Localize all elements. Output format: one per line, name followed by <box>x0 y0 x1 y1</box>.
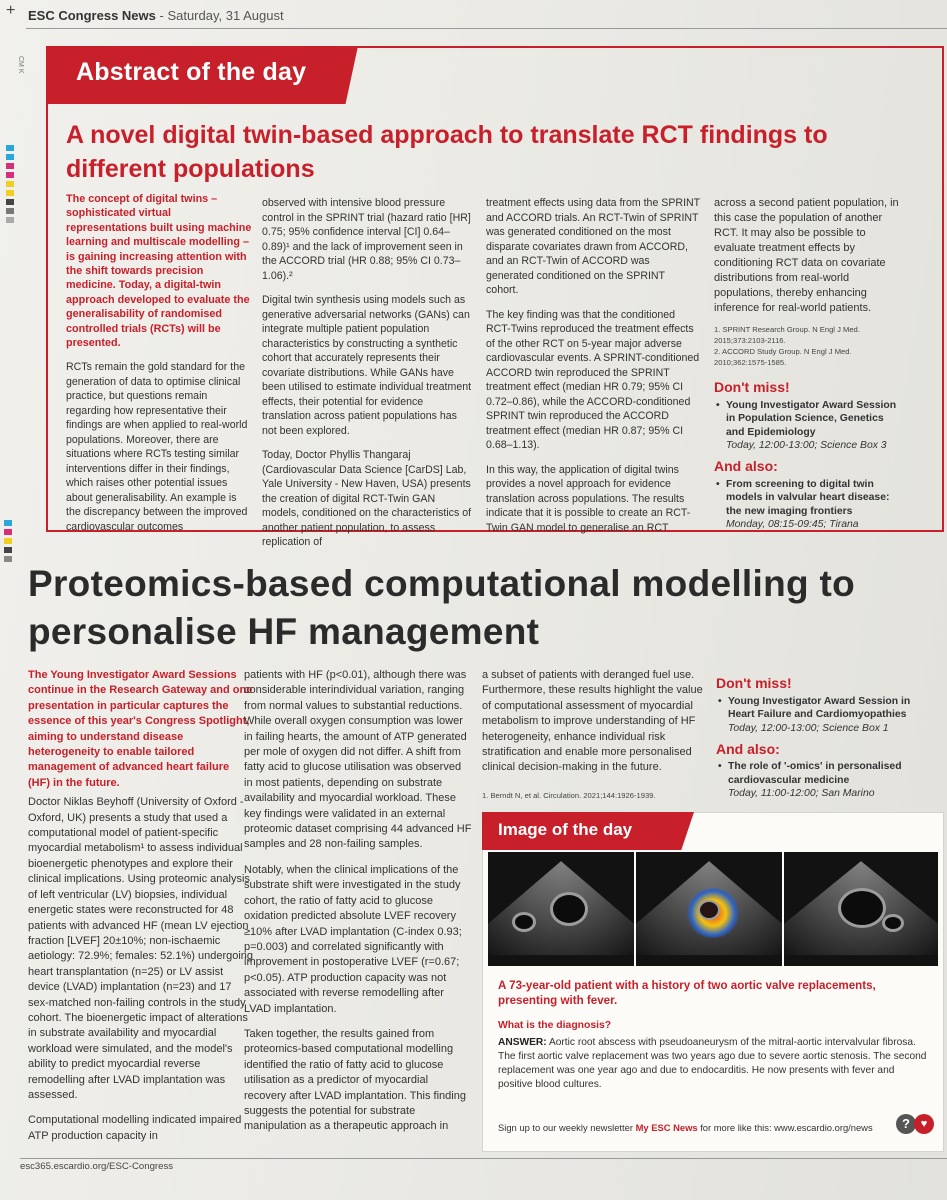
abstract-paragraph: treatment effects using data from the SPRINT and ACCORD trials. An RCT-Twin of SPRINT was generated conditioned on the most disparate covariates drawn from ACCORD, and an RCT-Twin of ACCORD was generated conditioned on the SPRINT cohort. <box>486 197 700 296</box>
proteomics-paragraph: a subset of patients with deranged fuel use. Furthermore, these results highlight the value of computational assessment of myocardial metabolism to improve understanding of HF heterogeneity, enhance individual risk stratification and enable more personalised clinical decision-making in the future. <box>482 669 703 774</box>
echo-image-1 <box>488 852 634 966</box>
session-title: • The role of '-omics' in personalised cardiovascular medicine <box>716 760 936 787</box>
reference-item: 1. SPRINT Research Group. N Engl J Med. 2015;373:2103-2116. <box>714 325 860 345</box>
my-esc-news-link[interactable]: My ESC News <box>635 1122 698 1133</box>
session-title: • Young Investigator Award Session in Heart Failure and Cardiomyopathies <box>716 695 936 722</box>
echo-image-2-doppler <box>636 852 782 966</box>
abstract-lead: The concept of digital twins – sophisticated virtual representations built using machine learning and multiscale modelling – is gaining increasing attention with the shift towards precision medicine. Today, a digital-twin approach developed to evaluate the generalisability of randomised controlled trials (RCTs) will be presented. <box>66 193 252 350</box>
abstract-paragraph: In this way, the application of digital twins provides a novel approach for evidence translation across populations. The results indicate that it is possible to create an RCT-Twin GAN model to generalise an RCT <box>486 463 691 534</box>
abstract-references <box>714 324 904 368</box>
abstract-paragraph: Digital twin synthesis using models such as generative adversarial networks (GANs) can integrate multiple patient population characteristics by constructing a synthetic cohort that accurately represents their covariate distributions. While GANs have been utilised to estimate individual treatment effects, their potential for evidence translation across patient populations has not been explored. <box>262 294 472 437</box>
newsletter-signup <box>498 1122 898 1133</box>
proteomics-headline: Proteomics-based computational modelling to personalise HF management <box>28 563 855 652</box>
signup-url: for more like this: www.escardio.org/news <box>700 1122 873 1133</box>
diagnosis-question: What is the diagnosis? <box>498 1020 612 1031</box>
proteomics-lead: The Young Investigator Award Sessions continue in the Research Gateway and one presentation in particular captures the essence of this year's Congress Spotlight, aiming to understand disease heterogeneity to enable tailored management of advanced heart failure (HF) in the future. <box>28 669 253 789</box>
abstract-paragraph: Today, Doctor Phyllis Thangaraj (Cardiovascular Data Science [CarDS] Lab, Yale University - New Haven, USA) presents the creation of digital RCT-Twin GAN models, conditioned on the characteristics of another patient population, to assess replication of <box>262 449 472 548</box>
session-time: Monday, 08:15-09:45; Tirana <box>726 519 859 530</box>
dont-miss-heading: Don't miss! <box>714 379 790 395</box>
print-mark-cmk: CM K <box>17 56 24 74</box>
proteomics-sidebar <box>716 676 936 807</box>
abstract-column-2 <box>262 196 474 560</box>
color-registration-strip <box>6 145 14 226</box>
answer-label: ANSWER: <box>498 1037 547 1048</box>
issue-date: - Saturday, 31 August <box>159 8 284 23</box>
proteomics-column-3 <box>482 668 706 813</box>
abstract-tab-title: Abstract of the day <box>76 58 307 86</box>
proteomics-paragraph: Notably, when the clinical implications of the substrate shift were investigated in the study cohort, the ratio of fatty acid to glucose oxidation predicted absolute LVEF recovery ≥10% after LVAD implantation (C-index 0.93; p=0.003) and correlated significantly with improvement in postoperative LVEF (r=0.67; p<0.05). ATP production capacity was not associated with reverse remodelling after LVAD implantation. <box>244 863 462 1015</box>
abstract-column-3 <box>486 196 700 545</box>
diagnosis-answer <box>498 1036 928 1092</box>
image-of-the-day-title: Image of the day <box>498 820 633 839</box>
image-caption: A 73-year-old patient with a history of two aortic valve replacements, presenting with fever. <box>498 979 876 1007</box>
heart-icon: ♥ <box>914 1114 934 1134</box>
proteomics-reference: 1. Berndt N, et al. Circulation. 2021;144:1926-1939. <box>482 790 656 800</box>
proteomics-paragraph: patients with HF (p<0.01), although there was considerable interindividual variation, ranging from normal values to substantial reductions. While overall oxygen consumption was lower in failing hearts, the amount of ATP generated per mole of oxygen did not differ. A shift from fatty acid to glucose utilisation was observed in most patients, depending on substrate availability and myocardial workload. These key findings were validated in an external proteomic dataset comprising 44 advanced HF samples and 28 non-failing samples. <box>244 669 472 851</box>
session-time: Today, 12:00-13:00; Science Box 3 <box>726 440 887 451</box>
abstract-paragraph: The key finding was that the conditioned RCT-Twins reproduced the treatment effects of the other RCT on 5-year major adverse cardiovascular events. A SPRINT-conditioned ACCORD twin reproduced the SPRINT treatment effect (median HR 0.79; 95% CI 0.72–0.86), while the ACCORD-conditioned SPRINT twin reproduced the ACCORD treatment effect (median HR 0.87; 95% CI 0.68–1.13). <box>486 308 700 451</box>
footer-rule <box>20 1158 947 1159</box>
proteomics-paragraph: Doctor Niklas Beyhoff (University of Oxford - Oxford, UK) presents a study that used a computational model of patient-specific myocardial metabolism¹ to assess individual bioenergetic phenotypes and explore their clinical implications. Using proteomic analysis of left ventricular (LV) biopsies, individual energetic states were reconstructed for 48 patients with advanced HF (mean LV ejection fraction [LVEF] 20±10%; non-ischaemic aetiology: 72.9%; females: 52.1%) undergoing heart transplantation (n=25) or LV assist device (LVAD) implantation (n=23) and 17 sex-matched non-failing controls in the study cohort. The bioenergetic impact of alterations in substrate availability and myocardial workload were simulated, and the model's ability to predict myocardial reverse remodelling after LVAD implantation was assessed. <box>28 796 254 1101</box>
and-also-heading: And also: <box>716 740 780 757</box>
session-time: Today, 11:00-12:00; San Marino <box>728 788 875 799</box>
proteomics-column-1 <box>28 668 254 1154</box>
and-also-heading: And also: <box>714 458 778 474</box>
color-registration-strip-2 <box>4 520 12 565</box>
answer-text: Aortic root abscess with pseudoaneurysm of the mitral-aortic intervalvular fibrosa. <box>548 1037 916 1048</box>
abstract-headline: A novel digital twin-based approach to translate RCT findings to different populations <box>66 121 828 183</box>
session-title: • From screening to digital twin models in valvular heart disease: the new imaging frontiers <box>714 478 904 519</box>
proteomics-column-2 <box>244 668 472 1145</box>
abstract-column-1 <box>66 192 252 544</box>
magazine-name: ESC Congress News <box>28 8 156 23</box>
reference-item: 2. ACCORD Study Group. N Engl J Med. 2010;362:1575-1585. <box>714 347 852 367</box>
footer-url[interactable]: esc365.escardio.org/ESC-Congress <box>20 1161 174 1172</box>
page-header <box>28 8 284 23</box>
crop-mark-plus: + <box>6 2 16 19</box>
abstract-paragraph: RCTs remain the gold standard for the generation of data to optimise clinical practice, but questions remain regarding how representative their findings are when applied to real-world populations. Moreover, there are situations where RCTs testing similar interventions differ in their findings, which raises other potential issues about generalisability. An example is the discrepancy between the improved cardiovascular outcomes <box>66 361 248 533</box>
abstract-column-4 <box>714 196 904 538</box>
dont-miss-heading: Don't miss! <box>716 675 792 691</box>
proteomics-paragraph: Taken together, the results gained from proteomics-based computational modelling identified the ratio of fatty acid to glucose utilisation as a predictor of myocardial recovery after LVAD implantation. This finding suggests the potential for substrate manipulation as a therapeutic approach in <box>244 1027 466 1133</box>
question-icon: ? <box>896 1114 916 1134</box>
abstract-paragraph: across a second patient population, in this case the population of another RCT. It may also be possible to evaluate treatment effects by conditioning RCT data on covariate distributions from real-world populations, thereby enhancing inference for real-world patients. <box>714 197 899 314</box>
signup-text: Sign up to our weekly newsletter <box>498 1122 633 1133</box>
session-title: • Young Investigator Award Session in Population Science, Genetics and Epidemiology <box>714 399 904 440</box>
proteomics-paragraph: Computational modelling indicated impaired ATP production capacity in <box>28 1114 242 1142</box>
abstract-paragraph: observed with intensive blood pressure control in the SPRINT trial (hazard ratio [HR] 0.75; 95% confidence interval [CI] 0.64–0.89)¹ and the lack of improvement seen in the ACCORD trial (HR 0.88; 95% CI 0.73–1.06).² <box>262 197 471 282</box>
echo-image-3 <box>784 852 938 966</box>
header-rule <box>26 28 947 29</box>
answer-details: The first aortic valve replacement was two years ago due to severe aortic stenosis. The second replacement was one year ago and due to endocarditis. He now presents with fever and positive blood cultures. <box>498 1051 927 1090</box>
session-time: Today, 12:00-13:00; Science Box 1 <box>728 722 889 734</box>
